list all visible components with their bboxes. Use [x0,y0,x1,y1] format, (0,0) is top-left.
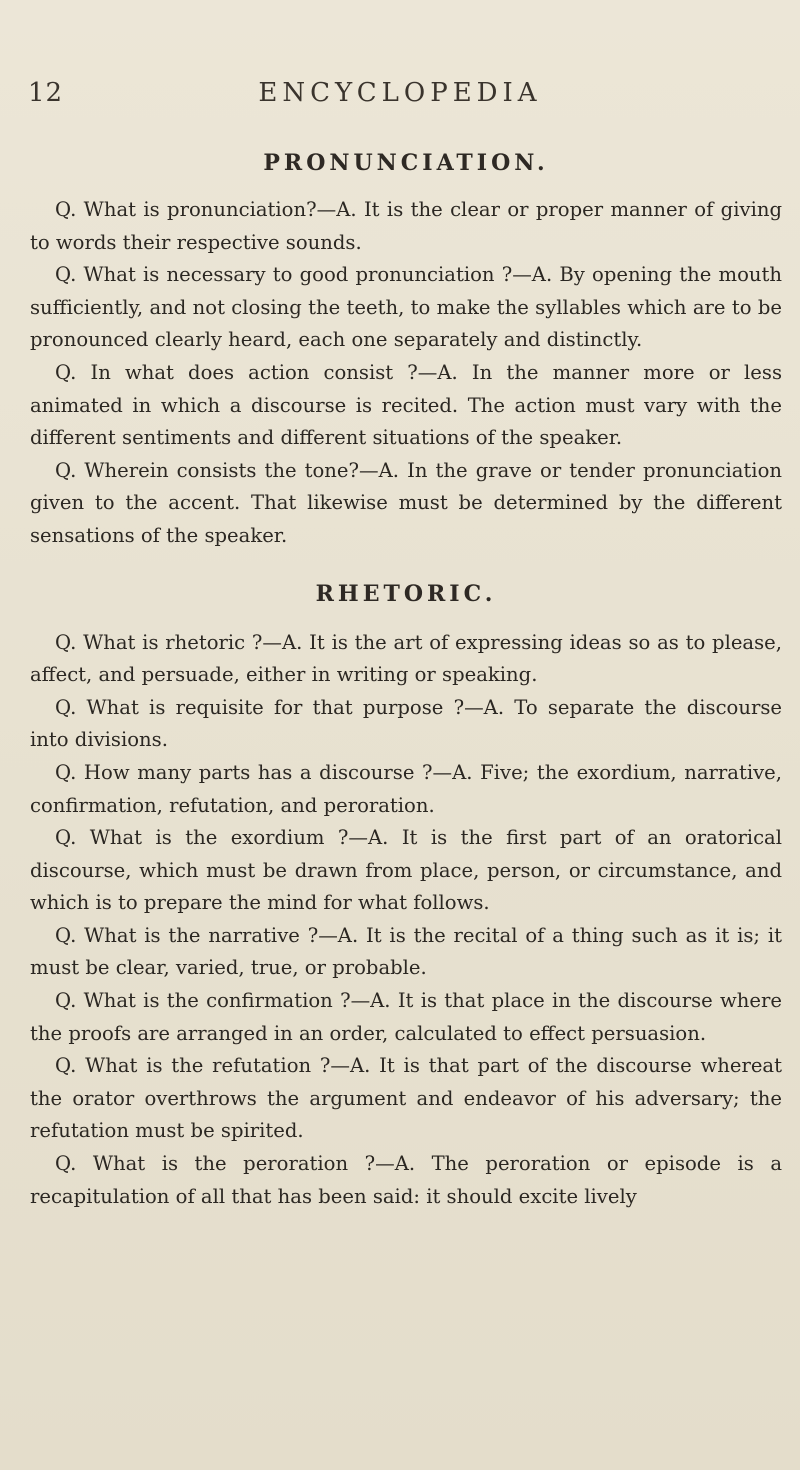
paragraph-confirmation: Q. What is the confirmation ?—A. It is that place in the discourse where the proofs are arranged in an order, calculated to effect persuasion. [30,989,782,1045]
running-head [0,78,800,118]
page-content [30,150,782,1213]
paragraph-narrative: Q. What is the narrative ?—A. It is the recital of a thing such as it is; it must be clear, varied, true, or probable. [30,923,782,980]
paragraph-discourse-parts: Q. How many parts has a discourse ?—A. Five; the exordium, narrative, confirmation, refutation, and peroration. [30,760,782,817]
paragraph-good-pronunciation: Q. What is necessary to good pronunciation ?—A. By opening the mouth sufficiently, and not closing the teeth, to make the syllables which are to be pronounced clearly heard, each one separately and distinctly. [30,263,782,352]
section-title-pronunciation: PRONUNCIATION. [263,150,549,176]
paragraph-pronunciation-definition: Q. What is pronunciation?—A. It is the clear or proper manner of giving to words their respective sounds. [30,198,782,254]
paragraph-action: Q. In what does action consist ?—A. In the manner more or less animated in which a discourse is recited. The action must vary with the different sentiments and different situations of the speaker. [30,360,782,450]
page-number: 12 [28,78,64,108]
paragraph-peroration: Q. What is the peroration ?—A. The peroration or episode is a recapitulation of all that has been said: it should excite lively [30,1152,782,1208]
section-title-rhetoric: RHETORIC. [315,580,497,607]
paragraph-rhetoric-definition: Q. What is rhetoric ?—A. It is the art of expressing ideas so as to please, affect, and persuade, either in writing or speaking. [30,630,782,687]
paragraph-tone: Q. Wherein consists the tone?—A. In the grave or tender pronunciation given to the accent. That likewise must be determined by the different sensations of the speaker. [30,458,782,547]
paragraph-exordium: Q. What is the exordium ?—A. It is the first part of an oratorical discourse, which must be drawn from place, person, or circumstance, and which is to prepare the mind for what follows. [30,826,782,915]
running-title: ENCYCLOPEDIA [258,78,542,108]
paragraph-refutation: Q. What is the refutation ?—A. It is that part of the discourse whereat the orator overthrows the argument and endeavor of his adversary; the refutation must be spirited. [30,1054,782,1143]
paragraph-requisite: Q. What is requisite for that purpose ?—A. To separate the discourse into divisions. [30,695,782,752]
